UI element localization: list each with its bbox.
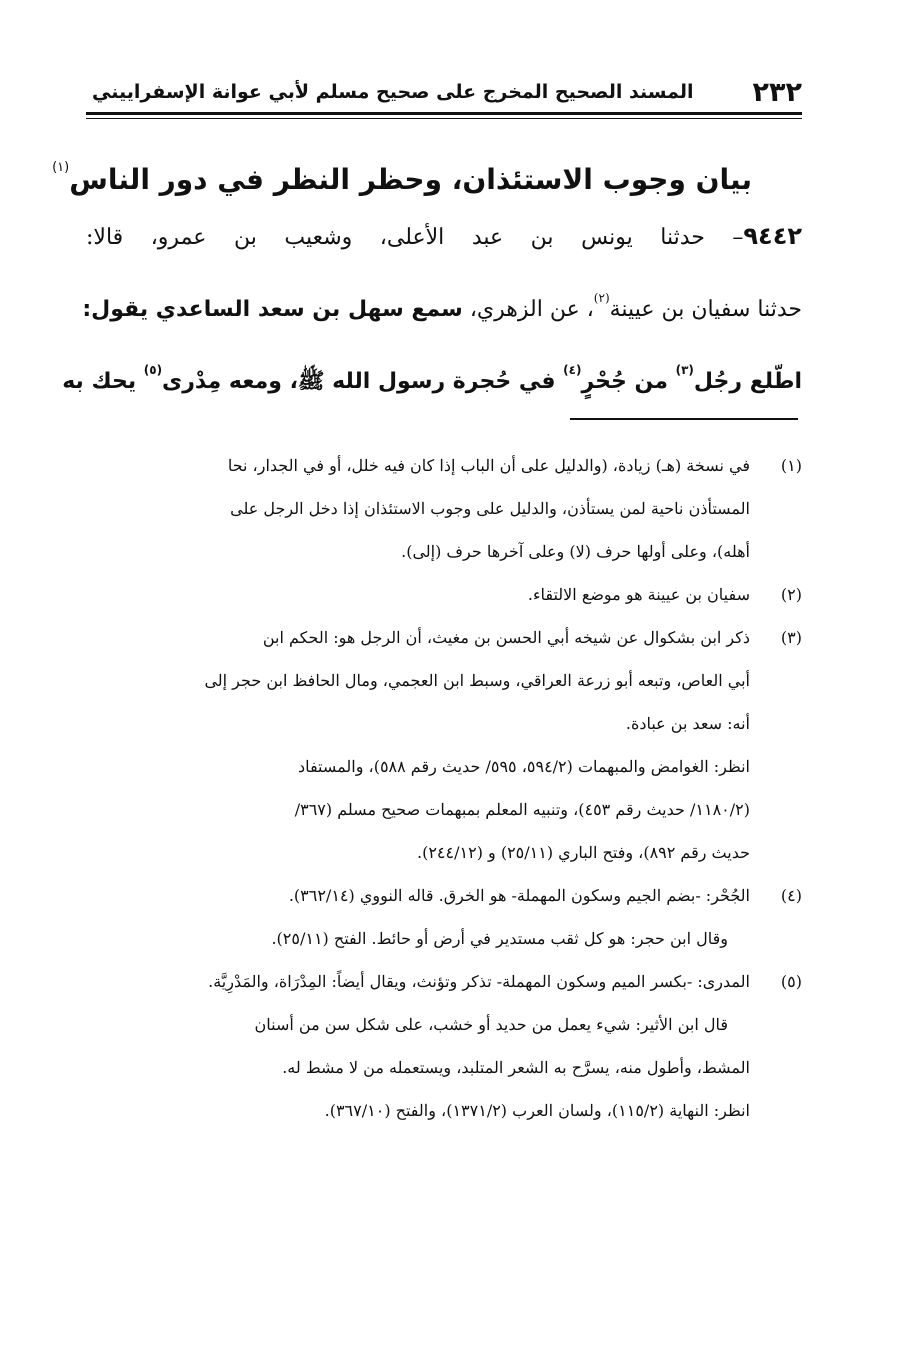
footnote-text xyxy=(86,874,750,917)
footnote-separator xyxy=(570,418,798,420)
footnote-text xyxy=(86,444,750,573)
header-rule xyxy=(86,112,802,115)
hadith-line3-a: اطّلع رجُل xyxy=(693,369,802,394)
footnote-line: في نسخة (هـ) زيادة، (والدليل على أن الباب إذا كان فيه خلل، أو في الجدار، نحا xyxy=(227,456,750,475)
footnote-number: (٥) xyxy=(780,972,802,991)
footnote-5 xyxy=(86,960,802,1003)
footnote-5-extra: المشط، وأطول منه، يسرَّح به الشعر المتلبد، ويستعمله من لا مشط له. xyxy=(282,1058,750,1077)
page-number: ٢٣٢ xyxy=(752,76,802,108)
chapter-note-ref: (١) xyxy=(52,160,70,175)
hadith-line-1 xyxy=(86,206,802,268)
footnote-number: (٢) xyxy=(780,585,802,604)
note-ref-5: (٥) xyxy=(143,363,163,377)
footnote-line: أبي العاص، وتبعه أبو زرعة العراقي، وسبط ابن العجمي، ومال الحافظ ابن حجر إلى xyxy=(204,671,750,690)
footnote-text xyxy=(86,573,750,616)
header-rule-thin xyxy=(86,118,802,119)
footnote-line: المستأذن ناحية لمن يستأذن، والدليل على وجوب الاستئذان إذا دخل الرجل على xyxy=(230,499,750,518)
footnote-text xyxy=(86,616,750,745)
hadith-line2-a: حدثنا سفيان بن عيينة xyxy=(609,297,802,322)
footnotes xyxy=(86,444,802,1132)
chapter-title-text: بيان وجوب الاستئذان، وحظر النظر في دور الناس xyxy=(69,163,752,196)
footnote-3-sources: حديث رقم ٨٩٢)، وفتح الباري (٢٥/١١) و (٢٤٤/١٢). xyxy=(417,843,750,862)
footnote-line: أنه: سعد بن عبادة. xyxy=(625,714,750,733)
footnote-4-extra: وقال ابن حجر: هو كل ثقب مستدير في أرض أو حائط. الفتح (٢٥/١١). xyxy=(271,929,728,948)
hadith-line1-text: – حدثنا يونس بن عبد الأعلى، وشعيب بن عمرو، قالا: xyxy=(86,225,744,250)
note-ref-4: (٤) xyxy=(563,363,582,377)
footnote-line: سفيان بن عيينة هو موضع الالتقاء. xyxy=(527,585,750,604)
footnote-5-extra: انظر: النهاية (١١٥/٢)، ولسان العرب (١٣٧١/٢)، والفتح (٣٦٧/١٠). xyxy=(324,1101,750,1120)
hadith-line2-b: ، عن الزهري، xyxy=(462,297,594,322)
hadith-line-2 xyxy=(82,268,802,340)
footnote-5-extra: قال ابن الأثير: شيء يعمل من حديد أو خشب، على شكل سن من أسنان xyxy=(254,1015,728,1034)
footnote-4 xyxy=(86,874,802,917)
footnote-3-sources: (١١٨٠/٢/ حديث رقم ٤٥٣)، وتنبيه المعلم بمبهمات صحيح مسلم (٣٦٧/ xyxy=(294,800,750,819)
footnote-3-sources: انظر: الغوامض والمبهمات (٥٩٤/٢، ٥٩٥/ حديث رقم ٥٨٨)، والمستفاد xyxy=(297,757,750,776)
page-header xyxy=(86,72,802,112)
running-title: المسند الصحيح المخرج على صحيح مسلم لأبي عوانة الإسفراييني xyxy=(92,81,694,103)
footnote-number: (٤) xyxy=(780,886,802,905)
hadith-line3-d: يحك به xyxy=(62,369,144,394)
footnote-3 xyxy=(86,616,802,745)
note-ref-3: (٣) xyxy=(675,363,694,377)
hadith-line-3 xyxy=(62,340,802,412)
hadith-line2-bold: سمع سهل بن سعد الساعدي يقول: xyxy=(82,297,463,322)
footnote-text xyxy=(86,960,750,1003)
footnote-line: الجُحْر: -بضم الجيم وسكون المهملة- هو الخرق. قاله النووي (٣٦٢/١٤). xyxy=(288,886,750,905)
note-ref-2: (٢) xyxy=(593,291,610,305)
hadith-line3-b: من جُحْرٍ xyxy=(581,369,676,394)
footnote-number: (٣) xyxy=(780,628,802,647)
footnote-2 xyxy=(86,573,802,616)
footnote-line: أهله)، وعلى أولها حرف (لا) وعلى آخرها حرف (إلى). xyxy=(401,542,750,561)
footnote-1 xyxy=(86,444,802,573)
hadith-text xyxy=(62,206,802,412)
hadith-number: ٩٤٤٢ xyxy=(743,222,802,250)
chapter-title xyxy=(52,140,752,208)
footnote-line: ذكر ابن بشكوال عن شيخه أبي الحسن بن مغيث، أن الرجل هو: الحكم ابن xyxy=(262,628,750,647)
footnote-number: (١) xyxy=(780,456,802,475)
footnote-line: المدرى: -بكسر الميم وسكون المهملة- تذكر وتؤنث، ويقال أيضاً: المِدْرَاة، والمَدْرِيَّة. xyxy=(208,972,750,991)
hadith-line3-c: في حُجرة رسول الله ﷺ، ومعه مِدْرى xyxy=(162,369,564,394)
